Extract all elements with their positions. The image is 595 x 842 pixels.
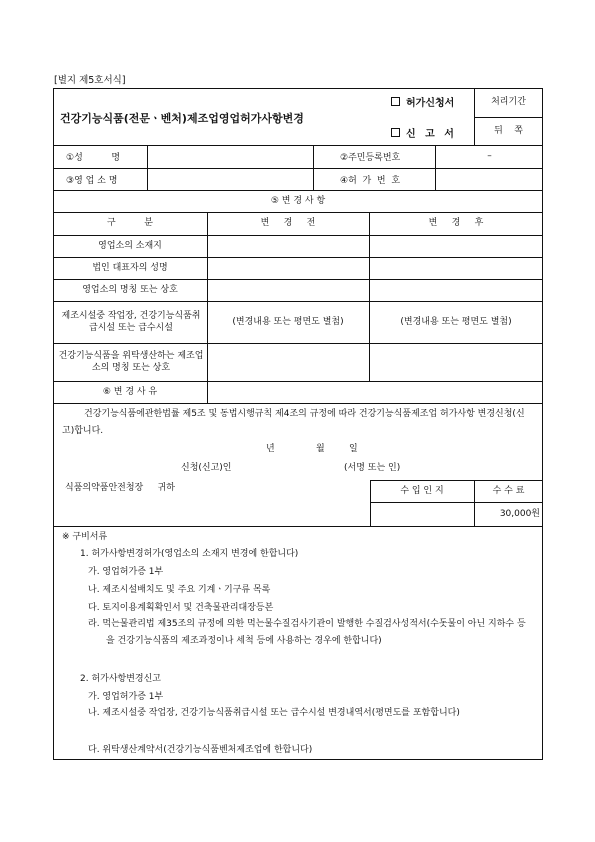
row-label-facilities: 제조시설중 작업장, 건강기능식품취급시설 또는 급수시설 (61, 310, 201, 333)
row-after-facilities[interactable]: (변경내용 또는 평면도 별첨) (400, 316, 512, 327)
col-after-header: 변 경 후 (428, 218, 484, 229)
permit-option[interactable] (391, 94, 454, 109)
rrn-label: ②주민등록번호 (340, 153, 401, 163)
name-label: ①성 명 (66, 153, 121, 163)
documents-group1-item: 나. 제조시설배치도 및 주요 기계ㆍ기구류 목록 (88, 585, 271, 595)
row-after-business-name[interactable] (369, 279, 543, 301)
row-before-representative[interactable] (207, 257, 369, 279)
office-name-field[interactable] (152, 168, 310, 190)
report-option-label: 신 고 서 (406, 129, 457, 140)
revenue-stamp-label: 수 입 인 지 (400, 485, 444, 496)
signature-label: (서명 또는 인) (344, 463, 401, 473)
row-label-contract-manufacturer: 건강기능식품을 위탁생산하는 제조업소의 명칭 또는 상호 (58, 350, 204, 373)
checkbox-icon[interactable] (391, 128, 400, 137)
date-day: 일 (349, 444, 358, 454)
changes-section-title: ⑤ 변 경 사 항 (270, 195, 326, 206)
checkbox-icon[interactable] (391, 97, 400, 106)
row-before-facilities[interactable]: (변경내용 또는 평면도 별첨) (232, 316, 344, 327)
documents-group1-item: 가. 영업허가증 1부 (88, 567, 164, 577)
col-before-header: 변 경 전 (260, 218, 316, 229)
report-option[interactable] (391, 125, 457, 140)
row-label-business-name: 영업소의 명칭 또는 상호 (82, 284, 178, 295)
row-after-contract-manufacturer[interactable] (369, 343, 543, 381)
change-reason-label: ⑥ 변 경 사 유 (102, 386, 158, 397)
fee-value: 30,000원 (499, 508, 540, 519)
documents-group2-item: 다. 위탁생산계약서(건강기능식품벤처제조업에 한합니다) (88, 745, 313, 755)
permit-number-field[interactable] (440, 168, 540, 190)
permit-option-label: 허가신청서 (406, 98, 455, 109)
documents-group1-item: 라. 먹는물관리법 제35조의 규정에 의한 먹는물수질검사기관이 발행한 수질검사성적서(수돗물이 아닌 지하수 등을 건강기능식품의 제조과정이나 세척 등에 사용하는 경우에 한합니다) (88, 619, 526, 646)
date-year: 년 (266, 444, 275, 454)
office-name-label: ③영 업 소 명 (66, 175, 118, 186)
col-category-header: 구 분 (107, 218, 153, 229)
documents-group1-item: 다. 토지이용계획확인서 및 건축물관리대장등본 (88, 603, 274, 613)
change-reason-field[interactable] (212, 381, 540, 403)
form-number: [별지 제5호서식] (54, 75, 126, 86)
row-label-representative: 법인 대표자의 성명 (92, 262, 168, 273)
rrn-field[interactable]: – (487, 151, 492, 162)
row-before-contract-manufacturer[interactable] (207, 343, 369, 381)
row-before-location[interactable] (207, 235, 369, 257)
processing-period-value: 뒤 쪽 (494, 125, 523, 136)
declaration-statement: 건강기능식품에관한법률 제5조 및 동법시행규칙 제4조의 규정에 따라 건강기능식품제조업 허가사항 변경신청(신고)합니다. (62, 409, 525, 436)
row-after-location[interactable] (369, 235, 543, 257)
row-after-representative[interactable] (369, 257, 543, 279)
row-label-location: 영업소의 소재지 (98, 240, 162, 251)
permit-number-label: ④허 가 번 호 (340, 175, 401, 186)
documents-group1-title: 1. 허가사항변경허가(영업소의 소재지 변경에 한합니다) (80, 549, 299, 559)
revenue-stamp-box[interactable] (370, 502, 474, 526)
documents-group2-title: 2. 허가사항변경신고 (80, 674, 162, 684)
fee-label: 수 수 료 (492, 485, 525, 496)
row-before-business-name[interactable] (207, 279, 369, 301)
form-title: 건강기능식품(전문ㆍ벤처)제조업영업허가사항변경 (60, 112, 304, 125)
applicant-label: 신청(신고)인 (181, 463, 232, 473)
documents-group2-item: 가. 영업허가증 1부 (88, 692, 164, 702)
documents-heading: ※ 구비서류 (62, 532, 108, 542)
name-field[interactable] (152, 145, 310, 168)
date-month: 월 (316, 444, 325, 454)
processing-period-label: 처리기간 (491, 97, 526, 108)
recipient: 식품의약품안전청장 귀하 (65, 483, 175, 493)
documents-group2-item: 나. 제조시설중 작업장, 건강기능식품취급시설 또는 급수시설 변경내역서(평면도를 포함합니다) (88, 708, 460, 718)
